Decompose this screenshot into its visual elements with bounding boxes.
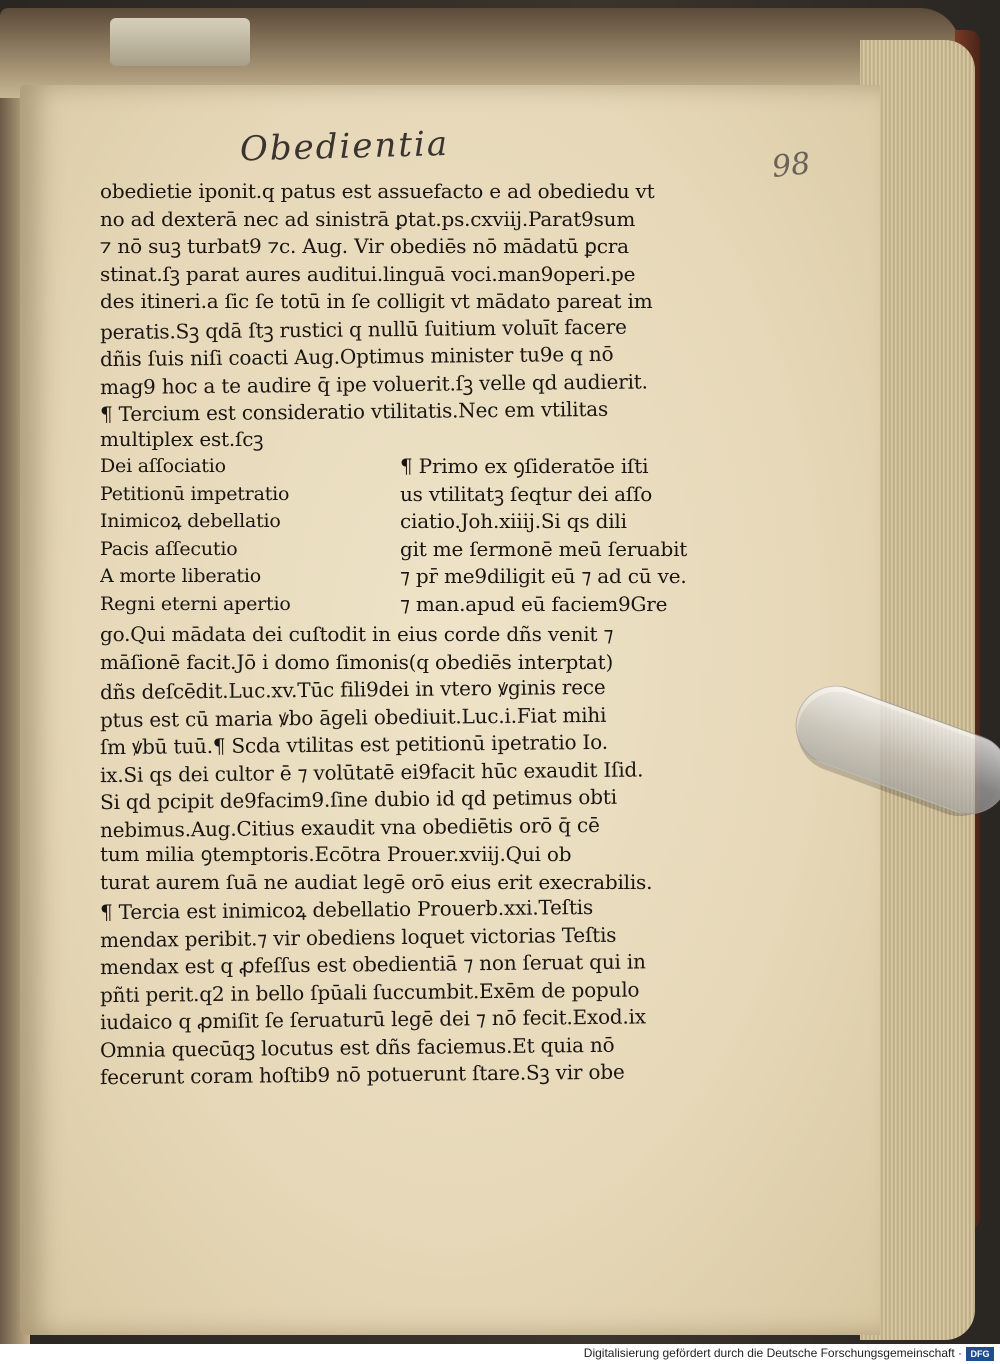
text-bottom-section — [100, 621, 700, 1089]
text-line: tum milia ꝯtemptoris.Ecōtra Prouer.xviij.Qui ob — [100, 842, 572, 866]
list-item: Regni eterni apertio — [100, 592, 291, 615]
right-column-text — [400, 453, 700, 618]
text-line: Si qd pcipit de9facim9.ſine dubio id qd petimus obti — [99, 784, 617, 815]
text-line: fecerunt coram hoſtib9 nō potuerunt ſtare.Sꝫ vir obe — [99, 1059, 625, 1090]
text-top-section — [100, 178, 700, 453]
text-line: peratis.Sꝫ qdā ſtꝫ rustici q nullū ſuitium voluīt facere — [99, 314, 627, 344]
text-line: Omnia quecūqꝫ locutus est dñs faciemus.Et quia nō — [99, 1032, 615, 1062]
text-line: māſionē facit.Jō i domo ſimonis(q obediēs interptat) — [100, 649, 614, 674]
text-line: ciatio.Joh.xiiij.Si qs dili — [400, 509, 627, 533]
list-item: Inimicoꝝ debellatio — [100, 510, 281, 532]
text-line: go.Qui mādata dei cuſtodit in eius corde dñs venit ⁊ — [100, 622, 614, 646]
text-line: mendax est q ꝓfeſſus est obedientiā ⁊ non ſeruat qui in — [99, 949, 646, 980]
binding-tab — [110, 18, 250, 66]
text-line: des itineri.a ſic ſe totū in ſe colligit vt mādato pareat im — [100, 289, 653, 313]
text-line: ⁊ nō suꝫ turbat9 ⁊c. Aug. Vir obediēs nō mādatū ꝑcra — [100, 234, 629, 258]
text-line: turat aurem ſuā ne audiat legē orō eius erit execrabilis. — [100, 869, 653, 894]
folio-number: 98 — [770, 146, 812, 185]
text-line: mag9 hoc a te audire q̄ ipe voluerit.ſꝫ velle qd audierit. — [99, 368, 648, 399]
text-line: nebimus.Aug.Citius exaudit vna obediētis orō q̄ cē — [99, 812, 600, 842]
text-line: dñs deſcēdit.Luc.xv.Tūc fili9dei in vtero ꝟginis rece — [99, 674, 606, 705]
handwritten-heading: Obedientia — [239, 123, 450, 170]
text-line: ⁊ pr̄ me9diligit eū ⁊ ad cū ve. — [400, 564, 687, 588]
text-line: pñti perit.q2 in bello ſpūali ſuccumbit.Exēm de populo — [99, 976, 640, 1007]
text-line: ſm ꝟbū tuū.¶ Scda vtilitas est petitionū ipetratio Io. — [99, 729, 608, 760]
text-line: ¶ Tercium est consideratio vtilitatis.Nec em vtilitas — [99, 396, 609, 427]
list-item: Dei aſſociatio — [100, 455, 226, 477]
text-line: ¶ Tercia est inimicoꝝ debellatio Prouerb.xxi.Teſtis — [99, 894, 594, 925]
funding-credit: Digitalisierung gefördert durch die Deutsche Forschungsgemeinschaft · — [583, 1346, 962, 1360]
text-line: dñis ſuis niſi coacti Aug.Optimus minister tu9e q nō — [99, 341, 614, 372]
utility-list — [100, 453, 380, 618]
text-line: mendax peribit.⁊ vir obediens loquet victorias Teſtis — [99, 922, 617, 952]
text-line: no ad dexterā nec ad sinistrā ꝑtat.ps.cxviij.Parat9sum — [100, 206, 636, 231]
text-line: multiplex est.ſcꝫ — [100, 426, 264, 451]
text-line: git me ſermonē meū ſeruabit — [400, 536, 688, 561]
text-line: us vtilitatꝫ ſeqtur dei aſſo — [400, 481, 653, 506]
list-item: A morte liberatio — [100, 565, 261, 587]
list-item: Petitionū impetratio — [100, 482, 290, 505]
text-line: ptus est cū maria ꝟbo āgeli obediuit.Luc.i.Fiat mihi — [99, 702, 607, 732]
printed-text-block — [100, 178, 700, 1089]
dfg-logo-icon: DFG — [966, 1347, 994, 1361]
footer-bar — [0, 1344, 1000, 1364]
text-line: obedietie iponit.q patus est assuefacto e ad obediedu vt — [100, 179, 655, 203]
text-line: ⁊ man.apud eū faciem9Gre — [400, 591, 668, 616]
two-column-section — [100, 453, 700, 621]
text-line: iudaico q ꝓmiſit ſe ſeruaturū legē dei ⁊ nō fecit.Exod.ix — [99, 1004, 647, 1035]
text-line: ix.Si qs dei cultor ē ⁊ volūtatē ei9facit hūc exaudit Iſid. — [99, 756, 644, 787]
text-line: stinat.ſꝫ parat aures auditui.linguā voci.man9operi.pe — [100, 261, 636, 286]
text-line: ¶ Primo ex ꝯſideratōe iſti — [400, 454, 649, 478]
list-item: Pacis aſſecutio — [100, 537, 238, 560]
